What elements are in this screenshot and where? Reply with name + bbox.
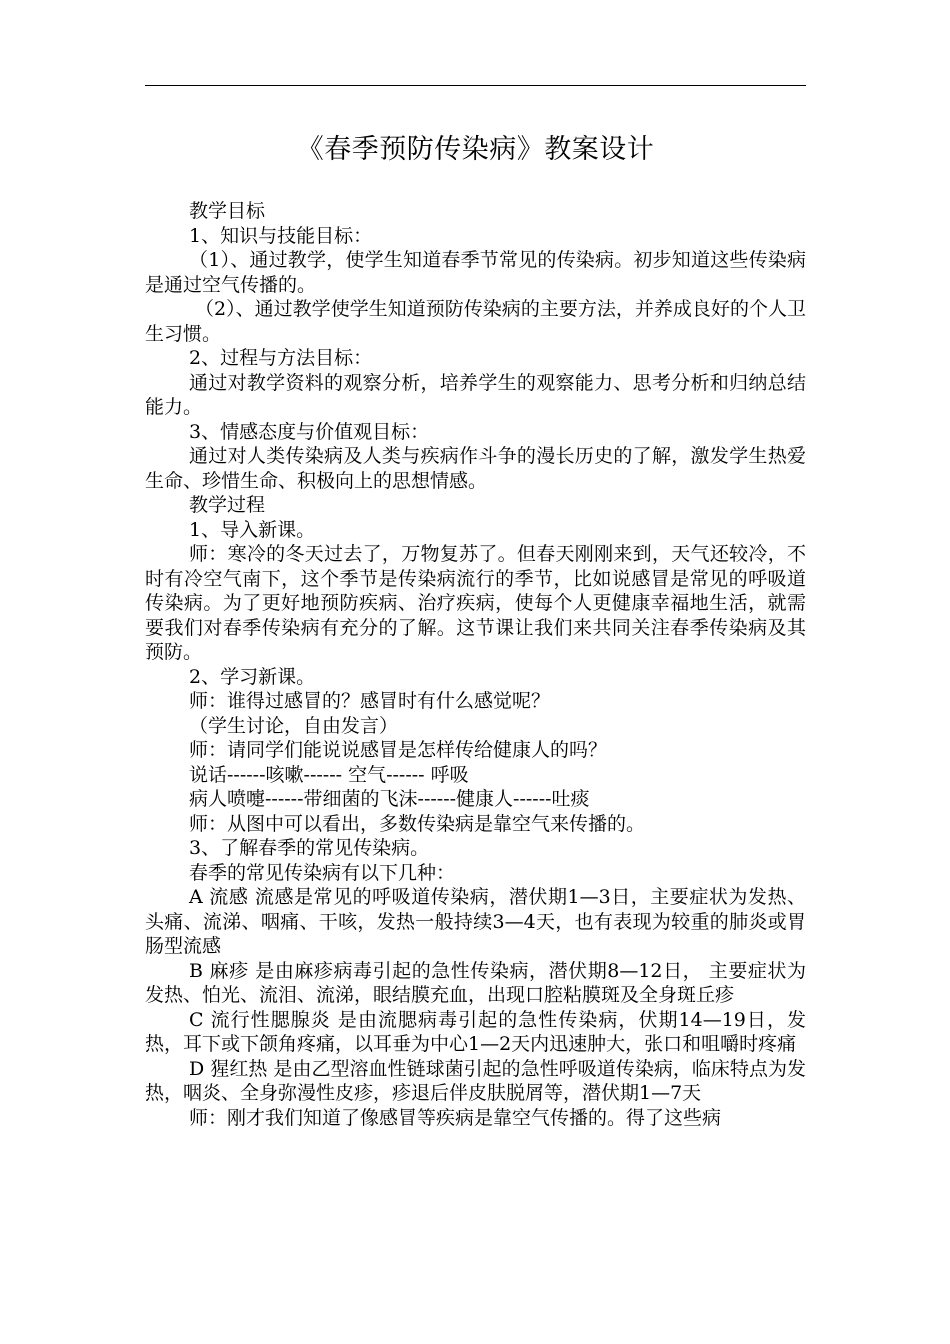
paragraph: 师：谁得过感冒的？感冒时有什么感觉呢？ [189,690,551,712]
paragraph: B 麻疹 是由麻疹病毒引起的急性传染病，潜伏期8—12日， 主要症状为发热、怕光、流泪、流涕，眼结膜充血，出现口腔粘膜斑及全身斑丘疹 [145,959,806,1006]
paragraph: 病人喷嚏------带细菌的飞沫------健康人------吐痰 [189,788,590,810]
paragraph: 师：请同学们能说说感冒是怎样传给健康人的吗？ [189,739,608,761]
paragraph: 通过对教学资料的观察分析，培养学生的观察能力、思考分析和归纳总结能力。 [145,371,806,418]
paragraph: 通过对人类传染病及人类与疾病作斗争的漫长历史的了解，激发学生热爱生命、珍惜生命、积极向上的思想情感。 [145,445,806,492]
paragraph: 1、导入新课。 [189,518,316,541]
paragraph: D 猩红热 是由乙型溶血性链球菌引起的急性呼吸道传染病，临床特点为发热，咽炎、全身弥漫性皮疹，疹退后伴皮肤脱屑等，潜伏期1—7天 [145,1057,806,1104]
paragraph: 师：从图中可以看出，多数传染病是靠空气来传播的。 [189,812,646,835]
paragraph: 师：刚才我们知道了像感冒等疾病是靠空气传播的。得了这些病 [189,1106,722,1129]
paragraph: 教学目标 [189,200,266,222]
paragraph: （2）、通过教学使学生知道预防传染病的主要方法，并养成良好的个人卫生习惯。 [145,298,806,345]
paragraph: 师：寒冷的冬天过去了，万物复苏了。但春天刚刚来到，天气还较冷，不时有冷空气南下，这个季节是传染病流行的季节，比如说感冒是常见的呼吸道传染病。为了更好地预防疾病、治疗疾病，使每个人更健康幸福地生活，就需要我们对春季传染病有充分的了解。这节课让我们来共同关注春季传染病及其预防。 [145,543,806,663]
paragraph: 3、了解春季的常见传染病。 [189,837,430,859]
paragraph: C 流行性腮腺炎 是由流腮病毒引起的急性传染病，伏期14—19日，发热，耳下或下颌角疼痛，以耳垂为中心1—2天内迅速肿大，张口和咀嚼时疼痛 [145,1008,806,1055]
document-title: 《春季预防传染病》教案设计 [296,134,655,165]
paragraph: 说话------咳嗽------ 空气------ 呼吸 [189,763,469,786]
paragraph: 2、学习新课。 [189,665,316,688]
paragraph: 春季的常见传染病有以下几种： [189,861,456,884]
paragraph: 1、知识与技能目标： [189,224,373,247]
paragraph: 2、过程与方法目标： [189,347,373,369]
paragraph: A 流感 流感是常见的呼吸道传染病，潜伏期1—3日，主要症状为发热、头痛、流涕、咽痛、干咳，发热一般持续3—4天，也有表现为较重的肺炎或胃肠型流感 [145,886,806,957]
paragraph: 教学过程 [189,494,266,516]
paragraph: （1）、通过教学，使学生知道春季节常见的传染病。初步知道这些传染病是通过空气传播的。 [145,249,806,296]
document-body [145,199,806,1130]
paragraph: 3、情感态度与价值观目标： [189,420,430,443]
paragraph: （学生讨论，自由发言） [189,714,399,737]
header-rule [145,85,806,86]
